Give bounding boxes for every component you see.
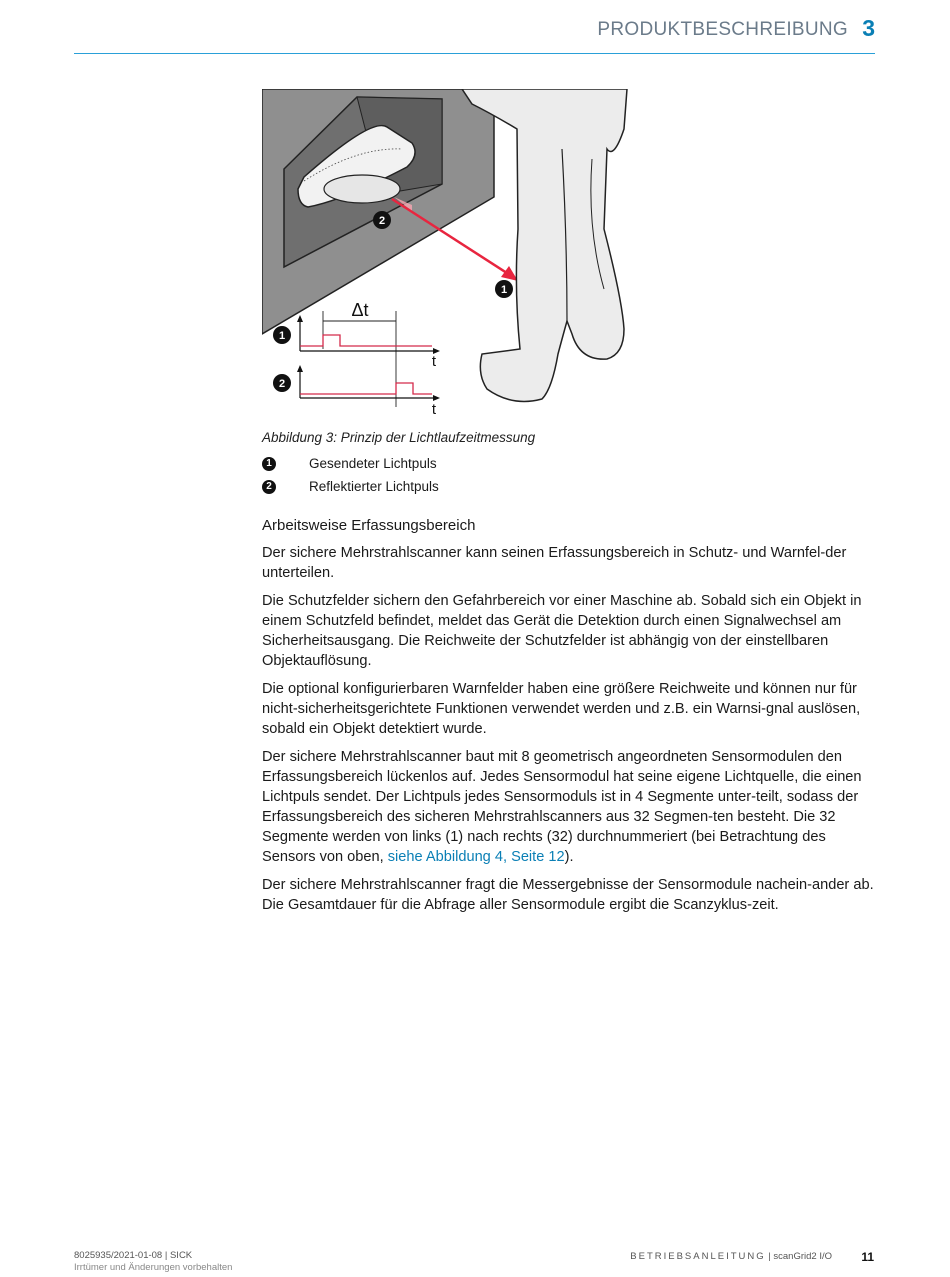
- callout-1-label: 1: [500, 284, 508, 296]
- signal-2-label: 2: [278, 378, 286, 390]
- legend-text: Reflektierter Lichtpuls: [309, 479, 439, 494]
- footer-right: [630, 1251, 832, 1262]
- figure-caption: Abbildung 3: Prinzip der Lichtlaufzeitmessung: [262, 430, 536, 445]
- section-heading: Arbeitsweise Erfassungsbereich: [262, 517, 476, 534]
- paragraph: Der sichere Mehrstrahlscanner kann seinen Erfassungsbereich in Schutz- und Warnfel-der unterteilen.: [262, 545, 847, 581]
- main-content: [262, 517, 877, 923]
- signal-1-y-arrow: [297, 315, 303, 322]
- footer-left: [74, 1250, 232, 1274]
- chapter-number: 3: [862, 15, 875, 41]
- figure-time-of-flight: [262, 89, 632, 419]
- footer-separator: |: [765, 1251, 774, 1262]
- legend-marker-1: 1: [262, 457, 276, 471]
- paragraph: Der sichere Mehrstrahlscanner fragt die Messergebnisse der Sensormodule nachein-ander ab. Die Gesamtdauer für die Abfrage aller Sensormodule ergibt die Scanzyklus-zeit.: [262, 877, 874, 913]
- paragraph-text: Der sichere Mehrstrahlscanner baut mit 8 geometrisch angeordneten Sensormodulen den Erfassungsbereich lückenlos auf. Jedes Sensormodul hat seine eigene Lichtquelle, die einen Lichtpuls sendet. Der Lichtpuls jedes Sensormoduls ist in 4 Segmente unter-teilt, sodass der Erfassungsbereich des sicheren Mehrstrahlscanners aus 32 Segmen-ten besteht. Die 32 Segmente werden von links (1) nach rechts (32) durchnummeriert (bei Betrachtung des Sensors von oben,: [262, 749, 862, 865]
- signal-1-axis-t: t: [431, 353, 437, 370]
- time-of-flight-illustration: [262, 89, 632, 419]
- paragraph-text: ).: [564, 849, 574, 865]
- paragraph-with-link: [262, 747, 877, 867]
- signal-1-trace: [300, 335, 432, 346]
- legend-marker-2: 2: [262, 480, 276, 494]
- page-header-title: PRODUKTBESCHREIBUNG: [597, 19, 848, 40]
- figure-reference-link[interactable]: siehe Abbildung 4, Seite 12: [387, 849, 565, 865]
- page-number: 11: [861, 1250, 874, 1264]
- footer-doc-id: 8025935/2021-01-08 | SICK: [74, 1250, 193, 1261]
- footer-product: scanGrid2 I/O: [773, 1251, 832, 1262]
- signal-1-label: 1: [278, 330, 286, 342]
- legend-text: Gesendeter Lichtpuls: [309, 456, 437, 471]
- signal-2-trace: [300, 383, 432, 394]
- paragraph: Die optional konfigurierbaren Warnfelder haben eine größere Reichweite und können nur für nicht-sicherheitsgerichtete Funktionen verwendet werden und z.B. ein Warnsi-gnal auslösen, sobald ein Objekt detektiert wurde.: [262, 681, 861, 737]
- delta-t-label: Δt: [351, 300, 369, 320]
- callout-2-label: 2: [378, 215, 386, 227]
- header-divider: [74, 53, 875, 54]
- signal-2-axis-t: t: [431, 401, 437, 418]
- signal-2-y-arrow: [297, 365, 303, 372]
- paragraph: Die Schutzfelder sichern den Gefahrbereich vor einer Maschine ab. Sobald sich ein Objekt in einem Schutzfeld befindet, meldet das Gerät die Detektion durch einen Signalwechsel am Sicherheitsausgang. Die Reichweite der Schutzfelder ist abhängig von der einstellbaren Objektauflösung.: [262, 593, 862, 669]
- sensor-base: [324, 175, 400, 203]
- footer-disclaimer: Irrtümer und Änderungen vorbehalten: [74, 1262, 233, 1273]
- footer-doc-type: BETRIEBSANLEITUNG: [630, 1251, 766, 1262]
- laser-arrowhead: [501, 266, 518, 281]
